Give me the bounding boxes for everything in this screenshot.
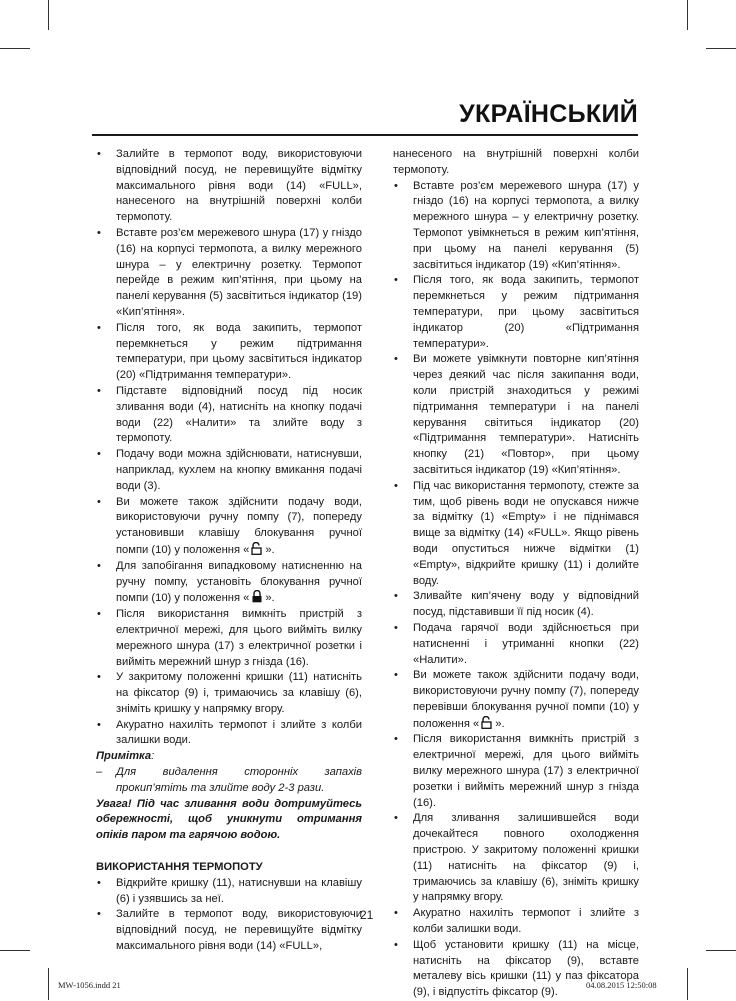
crop-mark [687, 0, 688, 30]
crop-mark [706, 950, 736, 951]
instruction-list [96, 147, 362, 749]
footer-file: MW-1056.indd 21 [58, 980, 121, 990]
list-item: • Подача гарячої води здійснюється при натисненні і утриманні кнопки (22) «Налити». [393, 621, 639, 668]
list-item-text: ». [495, 717, 505, 730]
instruction-list [393, 147, 639, 1001]
list-item: • Під час використання термопоту, стежте за тим, щоб рівень води не опускався нижче за відмітку (1) «Empty» і не піднімався вище за відмітку (14) «FULL». Якщо рівень води опуститься нижче відмітки (1) «Empty», відкрийте кришку (11) і долийте воду. [393, 479, 639, 590]
list-item: • Подачу води можна здійснювати, натиснувши, наприклад, кухлем на кнопку вмикання подачі води (3). [96, 447, 362, 494]
header-divider [92, 134, 638, 136]
list-item: • Для зливання залишившейся води дочекайтеся повного охолодження пристрою. У закритому положенні кришки (11) натисніть на фіксатор (9) і, тримаючись за клавішу (6), зніміть кришку у напрямку вгору. [393, 811, 639, 906]
list-item [96, 559, 362, 607]
lock-icon [250, 590, 264, 603]
list-item-text: Ви можете також здійснити подачу води, використовуючи ручну помпу (7), попереду установивши клавішу блокування ручної помпи (10) у положення « [116, 495, 362, 556]
list-item-text: ». [265, 592, 275, 605]
list-item: • Залийте в термопот воду, використовуючи відповідний посуд, не перевищуйте відмітку максимального рівня води (14) «FULL», нанесеного на внутрішній поверхні колби термопоту. [96, 147, 362, 226]
list-item: • Підставте відповідний посуд під носик зливання води (4), натисніть на кнопку подачі води (22) «Налити» та злийте воду з термопоту. [96, 384, 362, 447]
page-number: 21 [360, 908, 374, 922]
language-title: УКРАЇНСЬКИЙ [459, 100, 638, 128]
list-item-continuation: нанесеного на внутрішній поверхні колби термопоту. [393, 148, 639, 176]
left-column [96, 147, 362, 955]
note-text: – Для видалення сторонніх запахів прокип’ятіть та злийте воду 2-3 рази. [96, 765, 362, 797]
list-item: • Ви можете увімкнути повторне кип’ятіння через деякий час після закипання води, коли пристрій знаходиться у режимі підтримання температури і на панелі керування світиться індикатор (20) «Підтримання температури». Натисніть кнопку (21) «Повтор», при цьому засвітиться індикатор (19) «Кип’ятіння». [393, 352, 639, 478]
section-heading: ВИКОРИСТАННЯ ТЕРМОПОТУ [96, 861, 263, 874]
crop-mark [0, 48, 30, 49]
unlock-icon [480, 716, 494, 729]
crop-mark [706, 48, 736, 49]
list-item: • Залийте в термопот воду, використовуючи відповідний посуд, не перевищуйте відмітку максимального рівня води (14) «FULL», [96, 907, 362, 954]
list-item [393, 668, 639, 732]
list-item: • Після використання вимкніть пристрій з електричної мережі, для цього вийміть вилку мережного шнура (17) з електричної розетки і вийміть мережний шнур з гнізда (16). [96, 607, 362, 670]
warning-text: Увага! Під час зливання води дотримуйтесь обережності, щоб уникнути отримання опіків паром та гарячою водою. [96, 797, 362, 842]
list-item: • Вставте роз’єм мережевого шнура (17) у гніздо (16) на корпусі термопота, а вилку мережного шнура – у електричну розетку. Термопот перейде в режим кип’ятіння, при цьому на панелі керування (5) засвітиться індикатор (19) «Кип’ятіння». [96, 226, 362, 321]
list-item: • Акуратно нахиліть термопот і злийте з колби залишки води. [393, 906, 639, 938]
footer-timestamp: 04.08.2015 12:50:08 [586, 980, 657, 990]
note [96, 749, 362, 765]
list-item-text: Ви можете також здійснити подачу води, використовуючи ручну помпу (7), попереду перевівши блокування ручної помпи (10) у положення « [413, 669, 639, 730]
crop-mark [48, 0, 49, 30]
list-item: • У закритому положенні кришки (11) натисніть на фіксатор (9) і, тримаючись за клавішу (6), зніміть кришку у напрямку вгору. [96, 670, 362, 717]
list-item: • Відкрийте кришку (11), натиснувши на клавішу (6) і узявшись за неї. [96, 876, 362, 908]
right-column [393, 147, 639, 1001]
crop-mark [687, 968, 688, 1000]
note-label: Примітка [96, 750, 152, 763]
list-item: • Після того, як вода закипить, термопот перемкнеться у режим підтримання температури, при цьому засвітиться індикатор (20) «Підтримання температури». [96, 321, 362, 384]
list-item [96, 495, 362, 559]
list-item-text: Для запобігання випадковому натисненню на ручну помпу, установіть блокування ручної помпи (10) у положення « [116, 559, 362, 605]
list-item: • Після того, як вода закипить, термопот перемкнеться у режим підтримання температури, при цьому засвітиться індикатор (20) «Підтримання температури». [393, 273, 639, 352]
crop-mark [0, 950, 30, 951]
instruction-list [96, 876, 362, 955]
note-colon: : [151, 750, 155, 763]
unlock-icon [250, 542, 264, 555]
list-item: • Акуратно нахиліть термопот і злийте з колби залишки води. [96, 718, 362, 750]
list-item: • Вставте роз’єм мережевого шнура (17) у гніздо (16) на корпусі термопота, а вилку мережного шнура – у електричну розетку. Термопот увімкнеться в режим кип’ятіння, при цьому на панелі керування (5) засвітиться індикатор (19) «Кип’ятіння». [393, 179, 639, 274]
list-item: • Зливайте кип’ячену воду у відповідний посуд, підставивши її під носик (4). [393, 589, 639, 621]
list-item: • Щоб установити кришку (11) на місце, натисніть на фіксатор (9), вставте металеву вісь кришки (11) у паз фіксатора (9), і відпустіть фіксатор (9). [393, 938, 639, 1001]
list-item-text: ». [265, 543, 275, 556]
list-item: • Після використання вимкніть пристрій з електричної мережі, для цього вийміть вилку мережного шнура (17) з електричної розетки і вийміть мережний шнур з гнізда (16). [393, 732, 639, 811]
crop-mark [48, 968, 49, 1000]
